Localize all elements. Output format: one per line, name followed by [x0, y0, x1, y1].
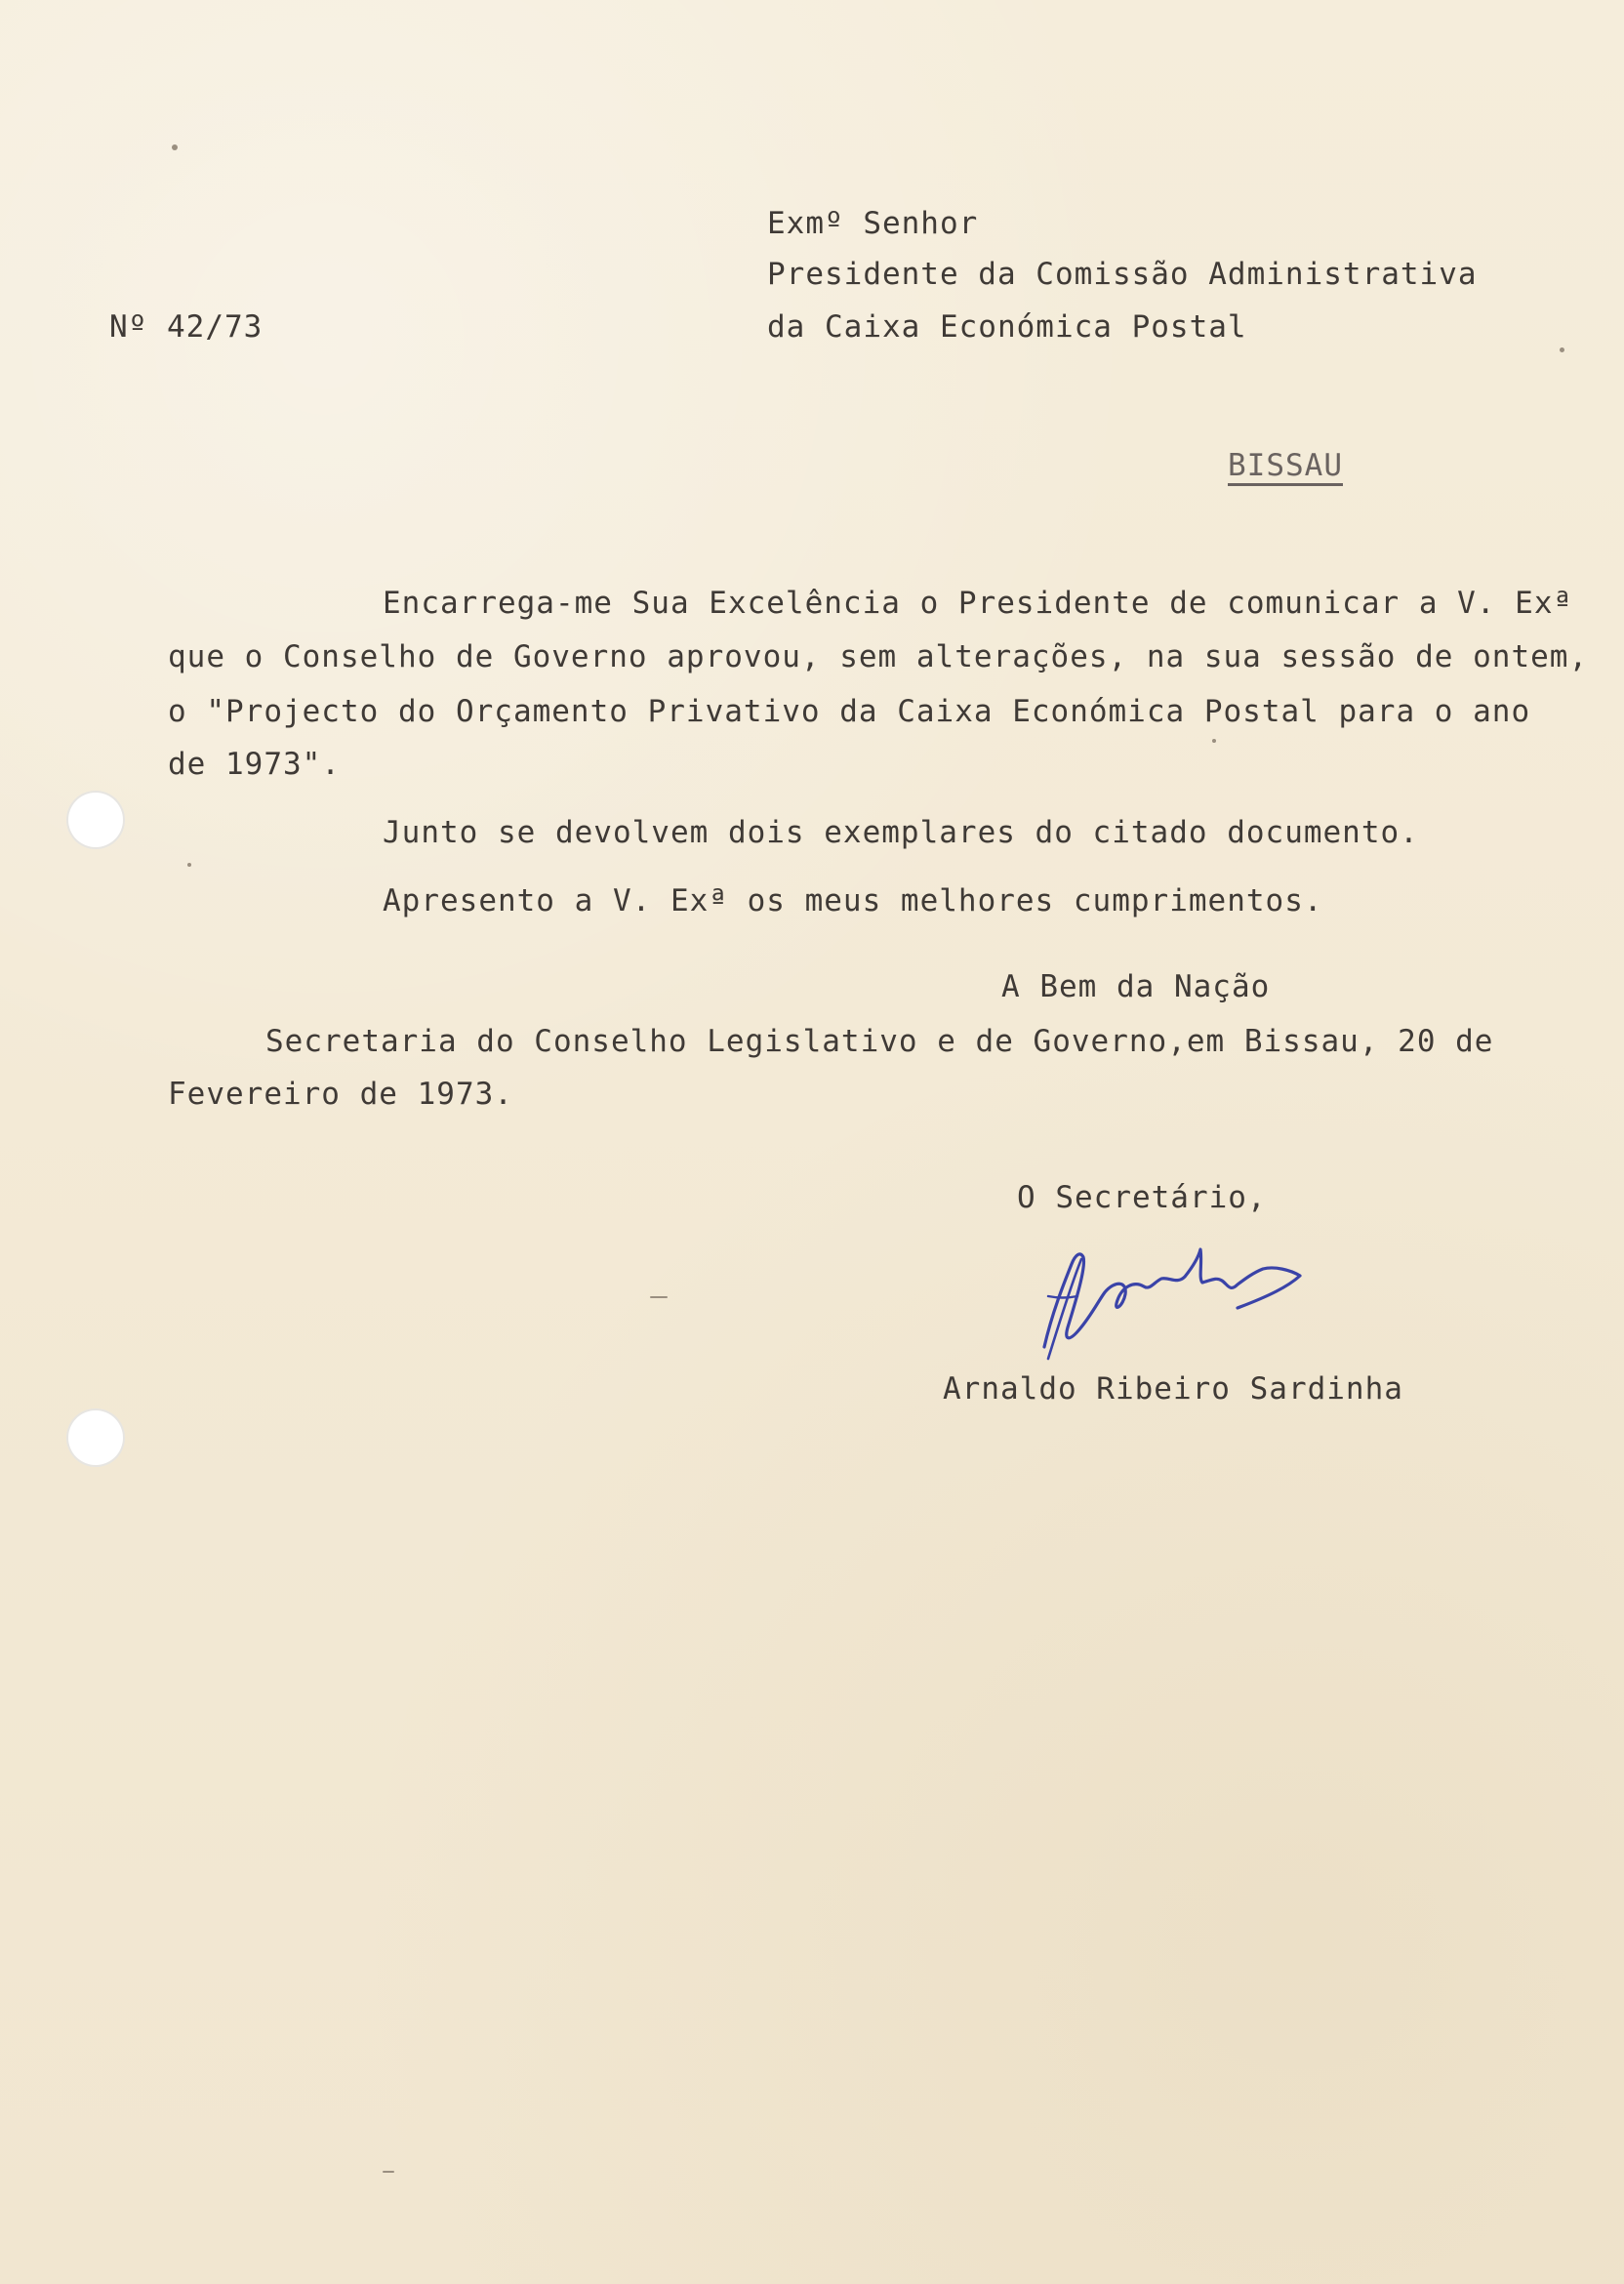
- addressee-title-line1: Presidente da Comissão Administrativa: [767, 257, 1478, 292]
- body-paragraph1-line3: o "Projecto do Orçamento Privativo da Caixa Económica Postal para o ano: [168, 694, 1531, 729]
- body-paragraph2: Junto se devolvem dois exemplares do citado documento.: [383, 815, 1419, 850]
- signatory-role: O Secretário,: [1017, 1180, 1267, 1215]
- body-paragraph1-line2: que o Conselho de Governo aprovou, sem alterações, na sua sessão de ontem,: [168, 639, 1589, 674]
- body-paragraph3: Apresento a V. Exª os meus melhores cumprimentos.: [383, 883, 1323, 918]
- addressee-title-line2: da Caixa Económica Postal: [767, 309, 1247, 345]
- addressee-salutation: Exmº Senhor: [767, 206, 979, 241]
- signatory-name: Arnaldo Ribeiro Sardinha: [943, 1371, 1403, 1407]
- punch-hole-upper: [66, 791, 125, 849]
- place-date-line2: Fevereiro de 1973.: [168, 1077, 513, 1112]
- body-paragraph1-line1: Encarrega-me Sua Excelência o Presidente de comunicar a V. Exª: [383, 586, 1573, 621]
- addressee-city: BISSAU: [1228, 448, 1343, 483]
- punch-hole-lower: [66, 1408, 125, 1467]
- handwritten-signature: [1025, 1240, 1318, 1366]
- closing-motto: A Bem da Nação: [1001, 969, 1271, 1004]
- place-date-line1: Secretaria do Conselho Legislativo e de Governo,em Bissau, 20 de: [265, 1024, 1494, 1059]
- body-paragraph1-line4: de 1973".: [168, 747, 341, 782]
- reference-number: Nº 42/73: [109, 309, 264, 345]
